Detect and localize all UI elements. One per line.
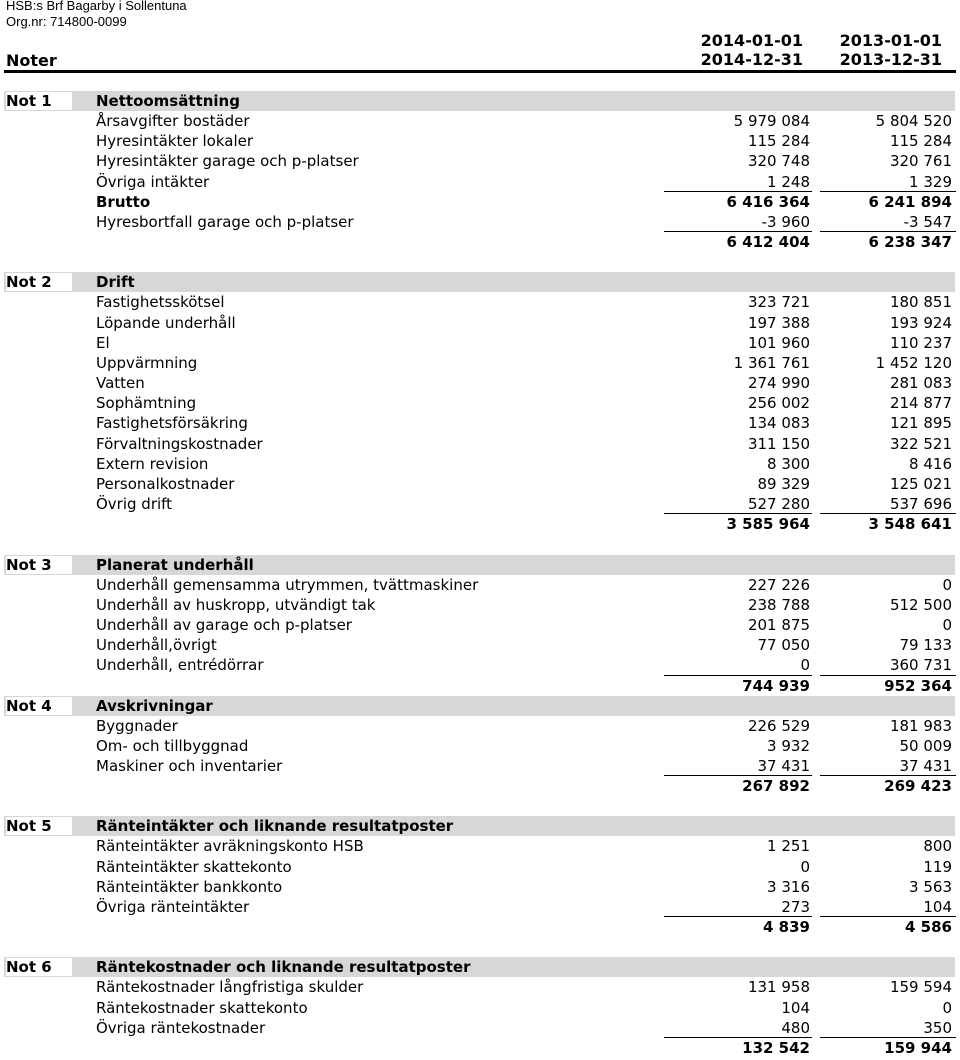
value-2013: 125 021 <box>889 475 952 493</box>
note-header <box>0 957 960 977</box>
value-2013: 50 009 <box>899 736 952 755</box>
note-title: Planerat underhåll <box>96 555 254 574</box>
row-description: Om- och tillbyggnad <box>96 736 249 755</box>
table-row <box>0 151 960 171</box>
table-row <box>0 655 960 675</box>
value-2014: 311 150 <box>747 434 810 453</box>
row-description: Byggnader <box>96 716 178 735</box>
table-row <box>0 474 960 494</box>
table-row <box>0 1018 960 1038</box>
table-row <box>0 836 960 856</box>
col1-period-start: 2014-01-01 <box>700 31 803 50</box>
value-2013: 214 877 <box>889 394 952 413</box>
table-row <box>0 494 960 514</box>
table-row <box>0 857 960 877</box>
value-2014: 1 248 <box>767 172 810 191</box>
row-description: Maskiner och inventarier <box>96 757 283 776</box>
value-2013: 360 731 <box>889 656 952 675</box>
header-rule <box>4 70 956 73</box>
value-2014: 527 280 <box>747 495 810 514</box>
org-name: HSB:s Brf Bagarby i Sollentuna <box>6 0 187 13</box>
note-spacer <box>0 937 960 957</box>
value-2014: 227 226 <box>747 575 810 594</box>
table-row <box>0 192 960 212</box>
value-2014: 201 875 <box>747 615 810 634</box>
table-row <box>0 716 960 736</box>
row-description: Övriga intäkter <box>96 172 210 191</box>
value-2013: 6 238 347 <box>868 233 952 252</box>
row-description: Ränteintäkter bankkonto <box>96 877 283 896</box>
value-2014: 134 083 <box>747 414 810 433</box>
value-2014: 77 050 <box>757 636 810 655</box>
value-2013: 0 <box>942 998 952 1017</box>
table-row <box>0 292 960 312</box>
note-header <box>0 272 960 292</box>
note-header-band <box>4 272 955 292</box>
note-label: Not 2 <box>6 273 72 291</box>
value-2013: 5 804 520 <box>875 112 952 130</box>
row-description: Övriga räntekostnader <box>96 1018 266 1037</box>
value-2014: 37 431 <box>757 757 810 776</box>
note-label: Not 3 <box>6 556 72 574</box>
value-2013: 322 521 <box>889 434 952 453</box>
noter-heading: Noter <box>6 51 57 70</box>
table-row <box>0 977 960 997</box>
value-2013: 181 983 <box>889 716 952 735</box>
row-description: Underhåll,övrigt <box>96 636 217 655</box>
value-2013: 1 329 <box>909 172 952 191</box>
row-description: Ränteintäkter avräkningskonto HSB <box>96 837 364 856</box>
table-row <box>0 353 960 373</box>
table-row <box>0 615 960 635</box>
value-2013: 0 <box>942 615 952 634</box>
row-description: Hyresintäkter lokaler <box>96 132 254 151</box>
note-title: Nettoomsättning <box>96 92 240 110</box>
value-2013: 281 083 <box>889 374 952 393</box>
value-2014: 131 958 <box>747 978 810 997</box>
note-title: Ränteintäkter och liknande resultatposter <box>96 817 454 836</box>
row-description: Fastighetsskötsel <box>96 293 225 312</box>
value-2013: 180 851 <box>889 293 952 312</box>
col1-period-end: 2014-12-31 <box>700 50 803 69</box>
row-description: Hyresbortfall garage och p-platser <box>96 212 354 231</box>
note-label: Not 6 <box>6 958 72 976</box>
row-description: Underhåll gemensamma utrymmen, tvättmaskiner <box>96 575 479 594</box>
table-row <box>0 575 960 595</box>
row-description: Fastighetsförsäkring <box>96 414 248 433</box>
value-2014: 197 388 <box>747 313 810 332</box>
note-label: Not 4 <box>6 697 72 715</box>
value-2013: 537 696 <box>889 495 952 514</box>
value-2014: 4 839 <box>763 918 810 937</box>
value-2013: 110 237 <box>889 333 952 352</box>
table-row <box>0 373 960 393</box>
value-2014: 132 542 <box>742 1038 810 1057</box>
note-title: Avskrivningar <box>96 696 213 715</box>
value-2014: 6 412 404 <box>726 233 810 252</box>
table-row <box>0 434 960 454</box>
notes-table <box>0 91 960 1058</box>
note-label: Not 1 <box>6 92 72 110</box>
row-description: Övrig drift <box>96 495 173 514</box>
row-description: Underhåll av garage och p-platser <box>96 615 352 634</box>
org-number: Org.nr: 714800-0099 <box>6 14 127 29</box>
table-row <box>0 736 960 756</box>
note-label: Not 5 <box>6 817 72 835</box>
value-2013: 320 761 <box>889 152 952 171</box>
value-2014: 238 788 <box>747 595 810 614</box>
note-header <box>0 91 960 111</box>
col2-period-start: 2013-01-01 <box>839 31 942 50</box>
value-2014: 274 990 <box>747 374 810 393</box>
value-2014: 3 316 <box>767 877 810 896</box>
note-spacer <box>0 252 960 272</box>
table-row <box>0 756 960 776</box>
value-2013: 193 924 <box>889 313 952 332</box>
table-row <box>0 212 960 232</box>
value-2013: 115 284 <box>889 132 952 151</box>
value-2014: 267 892 <box>742 777 810 796</box>
row-description: Vatten <box>96 374 145 393</box>
total-row <box>0 917 960 937</box>
value-2014: 323 721 <box>747 293 810 312</box>
note-header <box>0 555 960 575</box>
value-2013: 269 423 <box>884 777 952 796</box>
value-2014: -3 960 <box>761 212 810 231</box>
row-description: El <box>96 333 110 352</box>
value-2014: 0 <box>800 857 810 876</box>
value-2014: 5 979 084 <box>733 112 810 130</box>
table-row <box>0 897 960 917</box>
note-header <box>0 816 960 836</box>
value-2014: 744 939 <box>742 676 810 695</box>
note-header <box>0 696 960 716</box>
total-row <box>0 676 960 696</box>
table-row <box>0 111 960 131</box>
value-2013: 121 895 <box>889 414 952 433</box>
value-2014: 480 <box>781 1018 810 1037</box>
value-2013: 952 364 <box>884 676 952 695</box>
table-row <box>0 172 960 192</box>
table-row <box>0 333 960 353</box>
value-2013: 3 548 641 <box>868 515 952 534</box>
total-row <box>0 776 960 796</box>
row-description: Årsavgifter bostäder <box>96 112 250 130</box>
table-row <box>0 413 960 433</box>
value-2013: 6 241 894 <box>868 192 952 211</box>
table-row <box>0 131 960 151</box>
value-2013: 4 586 <box>905 918 952 937</box>
row-description: Uppvärmning <box>96 353 198 372</box>
value-2013: 3 563 <box>909 877 952 896</box>
value-2014: 3 932 <box>767 736 810 755</box>
table-row <box>0 313 960 333</box>
row-description: Underhåll, entrédörrar <box>96 656 264 675</box>
row-description: Räntekostnader skattekonto <box>96 998 308 1017</box>
row-description: Förvaltningskostnader <box>96 434 263 453</box>
row-description: Brutto <box>96 192 151 211</box>
value-2013: 0 <box>942 575 952 594</box>
value-2014: 104 <box>781 998 810 1017</box>
value-2013: 37 431 <box>899 757 952 776</box>
value-2014: 8 300 <box>767 454 810 473</box>
value-2013: 350 <box>923 1018 952 1037</box>
value-2014: 0 <box>800 656 810 675</box>
note-title: Räntekostnader och liknande resultatposter <box>96 958 471 977</box>
value-2014: 1 361 761 <box>733 353 810 372</box>
row-description: Hyresintäkter garage och p-platser <box>96 152 359 171</box>
col2-period-end: 2013-12-31 <box>839 50 942 69</box>
table-row <box>0 595 960 615</box>
value-2013: 159 594 <box>889 978 952 997</box>
value-2013: 79 133 <box>899 636 952 655</box>
row-description: Underhåll av huskropp, utvändigt tak <box>96 595 376 614</box>
total-row <box>0 514 960 534</box>
value-2013: 1 452 120 <box>875 353 952 372</box>
value-2013: -3 547 <box>903 212 952 231</box>
row-description: Extern revision <box>96 454 209 473</box>
row-description: Övriga ränteintäkter <box>96 898 250 916</box>
row-description: Ränteintäkter skattekonto <box>96 857 292 876</box>
value-2013: 512 500 <box>889 595 952 614</box>
table-row <box>0 635 960 655</box>
value-2014: 226 529 <box>747 716 810 735</box>
total-row <box>0 1038 960 1058</box>
value-2014: 3 585 964 <box>726 515 810 534</box>
value-2014: 6 416 364 <box>726 192 810 211</box>
total-row <box>0 232 960 252</box>
value-2014: 320 748 <box>747 152 810 171</box>
note-spacer <box>0 796 960 816</box>
note-spacer <box>0 535 960 555</box>
row-description: Personalkostnader <box>96 475 235 493</box>
value-2014: 101 960 <box>747 333 810 352</box>
row-description: Löpande underhåll <box>96 313 236 332</box>
value-2014: 115 284 <box>747 132 810 151</box>
value-2013: 104 <box>923 898 952 916</box>
note-title: Drift <box>96 273 135 292</box>
value-2013: 8 416 <box>909 454 952 473</box>
value-2013: 159 944 <box>884 1038 952 1057</box>
table-row <box>0 393 960 413</box>
value-2014: 89 329 <box>757 475 810 493</box>
table-row <box>0 998 960 1018</box>
value-2014: 256 002 <box>747 394 810 413</box>
value-2014: 1 251 <box>767 837 810 856</box>
row-description: Räntekostnader långfristiga skulder <box>96 978 364 997</box>
table-row <box>0 877 960 897</box>
value-2013: 119 <box>923 857 952 876</box>
row-description: Sophämtning <box>96 394 197 413</box>
value-2014: 273 <box>781 898 810 916</box>
value-2013: 800 <box>923 837 952 856</box>
table-row <box>0 454 960 474</box>
